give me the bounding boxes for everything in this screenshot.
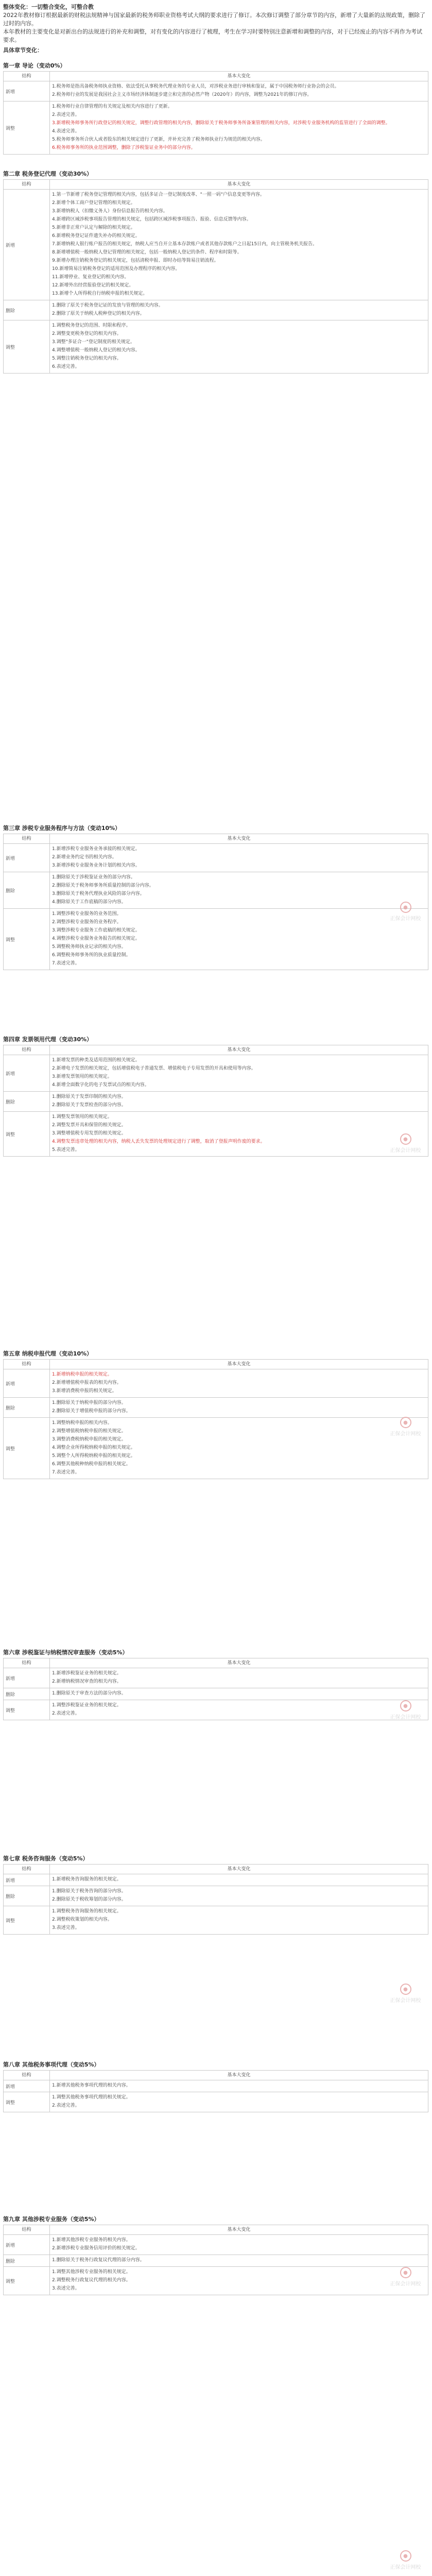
change-item: 11.新增停业、复业登记的相关内容。	[52, 275, 129, 280]
table-row	[4, 1398, 428, 1418]
change-item: 2.新增涉税专业服务信用评价的相关规定。	[52, 2246, 140, 2251]
header-struct: 结构	[4, 180, 50, 190]
change-item: 3.调整"多证合一"登记制度的相关规定。	[52, 340, 135, 345]
watermark-text: 正保会计网校	[390, 1431, 421, 1437]
row-change-cell	[50, 2255, 428, 2267]
table-header-row	[4, 1360, 428, 1369]
change-item: 1.新增纳税申报的相关规定。	[52, 1372, 112, 1377]
change-item: 1.第一节新增了税务登记管理的相关内容，包括多证合一登记制度改革、"一照一码"户信息变更等内容。	[52, 192, 265, 197]
row-change-cell	[50, 844, 428, 872]
header-change: 基本大变化	[50, 1360, 428, 1369]
row-struct-label: 删除	[4, 1886, 50, 1906]
row-change-cell	[50, 1369, 428, 1398]
row-struct-label: 新增	[4, 1668, 50, 1688]
change-item: 6.调整其他税种纳税申报的相关规定。	[52, 1462, 131, 1467]
change-item: 1.调整其他税务事项代理的相关规定。	[52, 2095, 131, 2100]
change-item: 1.删除原关于税务行政复议代理的部分内容。	[52, 2258, 145, 2263]
watermark	[381, 1133, 430, 1154]
row-struct-label: 调整	[4, 1112, 50, 1157]
row-struct-label: 新增	[4, 1369, 50, 1398]
row-change-cell	[50, 1668, 428, 1688]
table-row	[4, 1112, 428, 1157]
watermark-text: 正保会计网校	[390, 2565, 421, 2570]
header-struct: 结构	[4, 2071, 50, 2080]
change-item: 6.新增税务登记证件遗失补办的相关规定。	[52, 233, 140, 239]
row-change-cell	[50, 1906, 428, 1935]
header-change: 基本大变化	[50, 834, 428, 844]
watermark	[381, 2550, 430, 2570]
chapter-section	[3, 1036, 428, 1157]
row-change-cell	[50, 1398, 428, 1418]
change-item: 3.新增涉税专业服务业务计划的相关内容。	[52, 863, 140, 868]
change-item: 6.表述完善。	[52, 364, 80, 369]
watermark-logo-icon: ●	[400, 1700, 411, 1711]
table-row	[4, 1886, 428, 1906]
change-item: 8.新增增值税一般纳税人登记管理的相关规定，包括一般纳税人登记的条件、程序和时限等。	[52, 250, 242, 255]
row-change-cell	[50, 320, 428, 374]
header-change: 基本大变化	[50, 2071, 428, 2080]
table-row	[4, 190, 428, 300]
change-item: 2.表述完善。	[52, 112, 80, 117]
watermark-logo-icon: ●	[400, 2267, 411, 2278]
change-item: 1.新增其他涉税专业服务的相关内容。	[52, 2238, 131, 2243]
change-item: 2.新增纳税情况审查的相关内容。	[52, 1679, 122, 1684]
change-item: 1.删除原关于发票印制的相关内容。	[52, 1094, 126, 1099]
watermark-text: 正保会计网校	[390, 2281, 421, 2287]
header-change: 基本大变化	[50, 1045, 428, 1055]
row-change-cell	[50, 2092, 428, 2112]
change-item: 2.删除原关于税收筹划的部分内容。	[52, 1897, 126, 1902]
table-header-row	[4, 1045, 428, 1055]
change-item: 1.调整涉税鉴证业务的相关规定。	[52, 1703, 122, 1708]
change-item: 4.新增全面数字化的电子发票试点的相关内容。	[52, 1082, 149, 1088]
change-item: 1.删除了原关于税务登记证的发放与管理的相关内容。	[52, 303, 163, 308]
header-change: 基本大变化	[50, 2225, 428, 2235]
change-item: 6.税务师事务所的执业范围调整，删除了涉税鉴证业务中的部分内容。	[52, 145, 196, 150]
chapter-section	[3, 62, 428, 155]
detail-label: 具体章节变化：	[3, 47, 43, 54]
row-change-cell	[50, 300, 428, 320]
change-item: 1.税务师是指具备税务师执业资格、依法受托从事税务代理业务的专业人员，对涉税业务进行审核和鉴证，属于中国税务师行业协会的会员。	[52, 84, 339, 89]
row-struct-label: 新增	[4, 2235, 50, 2255]
change-table	[3, 834, 428, 970]
change-item: 4.新增跨区域涉税事项报告管理的相关规定，包括跨区域涉税事项报告、报验、信息反馈等内容。	[52, 217, 251, 222]
change-item: 1.新增发票的种类及适用范围的相关规定。	[52, 1058, 140, 1063]
header-struct: 结构	[4, 1658, 50, 1668]
change-table	[3, 1359, 428, 1479]
change-item: 4.调整企业所得税纳税申报的相关规定。	[52, 1445, 135, 1450]
row-struct-label: 调整	[4, 2092, 50, 2112]
table-header-row	[4, 1865, 428, 1874]
row-struct-label: 调整	[4, 1418, 50, 1479]
change-item: 1.新增税务咨询服务的相关规定。	[52, 1877, 122, 1882]
change-item: 2.删除原关于税务师事务所质量控制的部分内容。	[52, 883, 154, 888]
watermark	[381, 902, 430, 922]
change-item: 9.新增办理注销税务登记的相关规定，包括清税申报、即时办结等简易注销流程。	[52, 258, 219, 263]
change-item: 1.删除原关于涉税鉴证业务的部分内容。	[52, 875, 135, 880]
change-item: 3.调整消费税纳税申报的相关规定。	[52, 1437, 126, 1442]
table-header-row	[4, 72, 428, 81]
change-item: 5.调整注销税务登记的相关内容。	[52, 356, 122, 361]
intro-title: 整体变化：一切整合变化，可整合教	[3, 4, 94, 10]
change-item: 1.调整涉税专业服务的业务范围。	[52, 911, 122, 917]
row-change-cell	[50, 1700, 428, 1720]
change-item: 2.表述完善。	[52, 1711, 80, 1716]
chapter-section	[3, 1350, 428, 1479]
header-struct: 结构	[4, 834, 50, 844]
table-row	[4, 1874, 428, 1886]
header-struct: 结构	[4, 72, 50, 81]
row-change-cell	[50, 101, 428, 155]
change-item: 4.调整涉税专业服务业务报告的相关规定。	[52, 936, 140, 941]
change-item: 7.表述完善。	[52, 961, 80, 966]
watermark-text: 正保会计网校	[390, 1148, 421, 1154]
table-row	[4, 81, 428, 101]
table-row	[4, 1092, 428, 1112]
table-row	[4, 2092, 428, 2112]
change-table	[3, 1864, 428, 1935]
table-row	[4, 320, 428, 374]
table-header-row	[4, 180, 428, 190]
change-item: 5.新增非正常户认定与解除的相关规定。	[52, 225, 135, 230]
table-header-row	[4, 2225, 428, 2235]
watermark	[381, 1417, 430, 1437]
row-struct-label: 调整	[4, 1906, 50, 1935]
chapter-title: 第七章 税务咨询服务（变动5%）	[3, 1855, 89, 1862]
row-change-cell	[50, 1688, 428, 1700]
change-table	[3, 1045, 428, 1157]
change-item: 2.新增电子发票的相关规定，包括增值税电子普通发票、增值税电子专用发票的开具和使用等内容。	[52, 1066, 256, 1071]
row-struct-label: 删除	[4, 1092, 50, 1112]
change-item: 5.表述完善。	[52, 1147, 80, 1153]
change-item: 1.税务师行业自律管理的有关规定及相关内容进行了更新。	[52, 104, 172, 109]
intro	[3, 3, 425, 55]
chapter-section	[3, 824, 428, 970]
change-item: 3.删除原关于税务代理执业风险的部分内容。	[52, 891, 145, 896]
row-change-cell	[50, 872, 428, 909]
table-row	[4, 872, 428, 909]
row-change-cell	[50, 1418, 428, 1479]
change-item: 1.删除原关于税务咨询的部分内容。	[52, 1889, 126, 1894]
header-struct: 结构	[4, 1360, 50, 1369]
watermark-logo-icon: ●	[400, 2550, 411, 2562]
chapter-section	[3, 1855, 428, 1935]
header-change: 基本大变化	[50, 1865, 428, 1874]
intro-paragraph: 2022年教材修订根据最新的财税法规精神与国家最新的税务师职业资格考试大纲的要求进行了修订。本次修订调整了部分章节的内容，新增了大量新的法规政策，删除了过时的内容。	[3, 12, 425, 27]
table-row	[4, 1369, 428, 1398]
row-struct-label: 调整	[4, 2267, 50, 2295]
chapter-section	[3, 2215, 428, 2295]
table-row	[4, 1668, 428, 1688]
change-item: 1.新增涉税鉴证业务的相关规定。	[52, 1671, 122, 1676]
change-item: 3.表述完善。	[52, 2286, 80, 2291]
table-row	[4, 1418, 428, 1479]
change-item: 4.表述完善。	[52, 129, 80, 134]
row-struct-label: 删除	[4, 300, 50, 320]
header-struct: 结构	[4, 2225, 50, 2235]
watermark-logo-icon: ●	[400, 1417, 411, 1428]
change-item: 13.新增个人所得税自行纳税申报的相关规定。	[52, 291, 148, 296]
chapter-section	[3, 1649, 428, 1720]
change-item: 10.新增简易注销税务登记的适用范围及办理程序的相关内容。	[52, 266, 180, 272]
table-row	[4, 844, 428, 872]
change-item: 3.新增税务师事务所行政登记的相关规定，调整行政管理的相关内容，删除原关于税务师事务所备案管理的相关内容，对涉税专业服务机构的监管进行了全面的调整。	[52, 121, 390, 126]
change-item: 2.调整增值税纳税申报的相关规定。	[52, 1429, 126, 1434]
row-struct-label: 删除	[4, 2255, 50, 2267]
row-change-cell	[50, 1886, 428, 1906]
row-change-cell	[50, 1055, 428, 1092]
change-item: 6.调整税务师事务所的执业质量控制。	[52, 953, 131, 958]
change-item: 3.新增纳税人（扣缴义务人）身份信息报告的相关内容。	[52, 209, 168, 214]
table-row	[4, 300, 428, 320]
row-struct-label: 新增	[4, 81, 50, 101]
change-table	[3, 71, 428, 155]
chapter-title: 第八章 其他税务事项代理（变动5%）	[3, 2061, 100, 2068]
change-item: 1.调整发票领用的相关规定。	[52, 1114, 112, 1120]
change-item: 4.删除原关于工作底稿的部分内容。	[52, 900, 126, 905]
row-struct-label: 新增	[4, 1874, 50, 1886]
change-item: 2.删除了原关于纳税人税种登记的相关内容。	[52, 311, 145, 316]
chapter-title: 第五章 纳税申报代理（变动10%）	[3, 1350, 93, 1357]
row-struct-label: 调整	[4, 1700, 50, 1720]
row-struct-label: 删除	[4, 1688, 50, 1700]
change-item: 1.调整纳税申报的相关内容。	[52, 1420, 112, 1426]
row-change-cell	[50, 190, 428, 300]
change-item: 12.新增外出经营报验登记的相关规定。	[52, 283, 134, 288]
change-item: 2.新增个体工商户登记管理的相关规定。	[52, 200, 135, 206]
watermark	[381, 1984, 430, 2004]
row-struct-label: 删除	[4, 1398, 50, 1418]
change-item: 2.调整税务行政复议代理的相关内容。	[52, 2278, 131, 2283]
table-row	[4, 1055, 428, 1092]
chapter-title: 第三章 涉税专业服务程序与方法（变动10%）	[3, 825, 121, 832]
row-change-cell	[50, 81, 428, 101]
header-change: 基本大变化	[50, 180, 428, 190]
table-header-row	[4, 834, 428, 844]
table-header-row	[4, 1658, 428, 1668]
table-row	[4, 1688, 428, 1700]
watermark-logo-icon: ●	[400, 1984, 411, 1995]
change-item: 3.调整涉税专业服务工作底稿的相关规定。	[52, 928, 140, 933]
intro-paragraph: 本年教材的主要变化是对新出台的法规进行的补充和调整，对有变化的内容进行了梳理，考生在学习时要特别注意新增和调整的内容，对于已经废止的内容不再作为考试要求。	[3, 28, 422, 43]
row-struct-label: 新增	[4, 844, 50, 872]
change-item: 2.税务师行业的发展是我国社会主义市场经济体制逐步建立和完善的必然产物（2020年）的内容，调整为2021年的修订内容。	[52, 92, 312, 97]
row-struct-label: 调整	[4, 909, 50, 970]
row-struct-label: 调整	[4, 101, 50, 155]
watermark-text: 正保会计网校	[390, 1998, 421, 2004]
header-change: 基本大变化	[50, 72, 428, 81]
change-item: 4.调整发票违章处理的相关内容，纳税人丢失发票的处理规定进行了调整，取消了登报声明作废的要求。	[52, 1139, 265, 1144]
header-struct: 结构	[4, 1865, 50, 1874]
change-table	[3, 2070, 428, 2112]
change-item: 3.调整增值税专用发票的相关规定。	[52, 1131, 126, 1136]
chapter-section	[3, 2061, 428, 2112]
header-struct: 结构	[4, 1045, 50, 1055]
change-item: 5.调整个人所得税纳税申报的相关规定。	[52, 1453, 135, 1459]
table-row	[4, 101, 428, 155]
header-change: 基本大变化	[50, 1658, 428, 1668]
row-struct-label: 删除	[4, 872, 50, 909]
table-header-row	[4, 2071, 428, 2080]
chapter-title: 第九章 其他涉税专业服务（变动5%）	[3, 2216, 100, 2223]
change-item: 2.新增增值税申报表的相关内容。	[52, 1380, 122, 1385]
table-row	[4, 1700, 428, 1720]
change-item: 2.删除原关于增值税申报的部分内容。	[52, 1409, 131, 1414]
change-item: 2.调整税收策划的相关内容。	[52, 1917, 112, 1922]
change-item: 3.新增发票领用的相关规定。	[52, 1074, 112, 1079]
change-item: 3.表述完善。	[52, 1925, 80, 1930]
chapter-title: 第一章 导论（变动0%）	[3, 62, 66, 69]
watermark	[381, 1700, 430, 1720]
change-item: 5.调整税务师执业记录的相关内容。	[52, 944, 126, 950]
table-row	[4, 2267, 428, 2295]
change-item: 7.表述完善。	[52, 1470, 80, 1475]
change-item: 2.调整变更税务登记的相关内容。	[52, 331, 122, 336]
change-item: 2.删除原关于发票检查的部分内容。	[52, 1103, 126, 1108]
row-change-cell	[50, 1112, 428, 1157]
row-change-cell	[50, 2267, 428, 2295]
watermark-text: 正保会计网校	[390, 1715, 421, 1720]
change-table	[3, 179, 428, 374]
change-item: 1.删除原关于纳税申报的部分内容。	[52, 1400, 126, 1405]
change-table	[3, 2225, 428, 2295]
watermark	[381, 2267, 430, 2287]
change-item: 4.调整增值税一般纳税人登记的相关内容。	[52, 348, 140, 353]
row-struct-label: 新增	[4, 190, 50, 300]
row-change-cell	[50, 2080, 428, 2092]
row-change-cell	[50, 909, 428, 970]
row-struct-label: 新增	[4, 2080, 50, 2092]
change-item: 1.调整税务登记的范围、时限和程序。	[52, 323, 131, 328]
chapter-section	[3, 170, 428, 374]
change-item: 2.表述完善。	[52, 2103, 80, 2108]
table-row	[4, 909, 428, 970]
table-row	[4, 2235, 428, 2255]
table-row	[4, 2080, 428, 2092]
change-item: 2.调整发票开具和保管的相关规定。	[52, 1123, 126, 1128]
change-item: 1.删除原关于审查方法的部分内容。	[52, 1691, 126, 1696]
chapter-title: 第六章 涉税鉴证与纳税情况审查服务（变动5%）	[3, 1649, 128, 1656]
table-row	[4, 1906, 428, 1935]
watermark-logo-icon: ●	[400, 902, 411, 913]
change-item: 1.调整其他涉税专业服务的相关规定。	[52, 2269, 131, 2275]
row-change-cell	[50, 1092, 428, 1112]
change-item: 1.新增其他税务事项代理的相关内容。	[52, 2083, 131, 2088]
watermark-text: 正保会计网校	[390, 916, 421, 922]
chapter-title: 第四章 发票领用代理（变动30%）	[3, 1036, 93, 1043]
change-item: 1.调整税务咨询服务的相关规定。	[52, 1909, 122, 1914]
change-item: 2.调整涉税专业服务的业务程序。	[52, 920, 122, 925]
change-item: 1.新增涉税专业服务业务承接的相关规定。	[52, 846, 140, 852]
chapter-title: 第二章 税务登记代理（变动30%）	[3, 171, 93, 177]
watermark-logo-icon: ●	[400, 1133, 411, 1145]
change-item: 5.税务师事务所合伙人或者股东的相关规定进行了更新，并补充完善了税务师执业行为规范的相关内容。	[52, 137, 265, 142]
row-struct-label: 新增	[4, 1055, 50, 1092]
row-change-cell	[50, 1874, 428, 1886]
table-row	[4, 2255, 428, 2267]
change-item: 7.新增纳税人银行账户报告的相关规定，纳税人应当自开立基本存款账户或者其他存款账户之日起15日内，向主管税务机关报告。	[52, 242, 318, 247]
row-struct-label: 调整	[4, 320, 50, 374]
change-table	[3, 1658, 428, 1720]
row-change-cell	[50, 2235, 428, 2255]
change-item: 2.新增业务约定书的相关内容。	[52, 855, 117, 860]
change-item: 3.新增消费税申报的相关规定。	[52, 1388, 117, 1394]
